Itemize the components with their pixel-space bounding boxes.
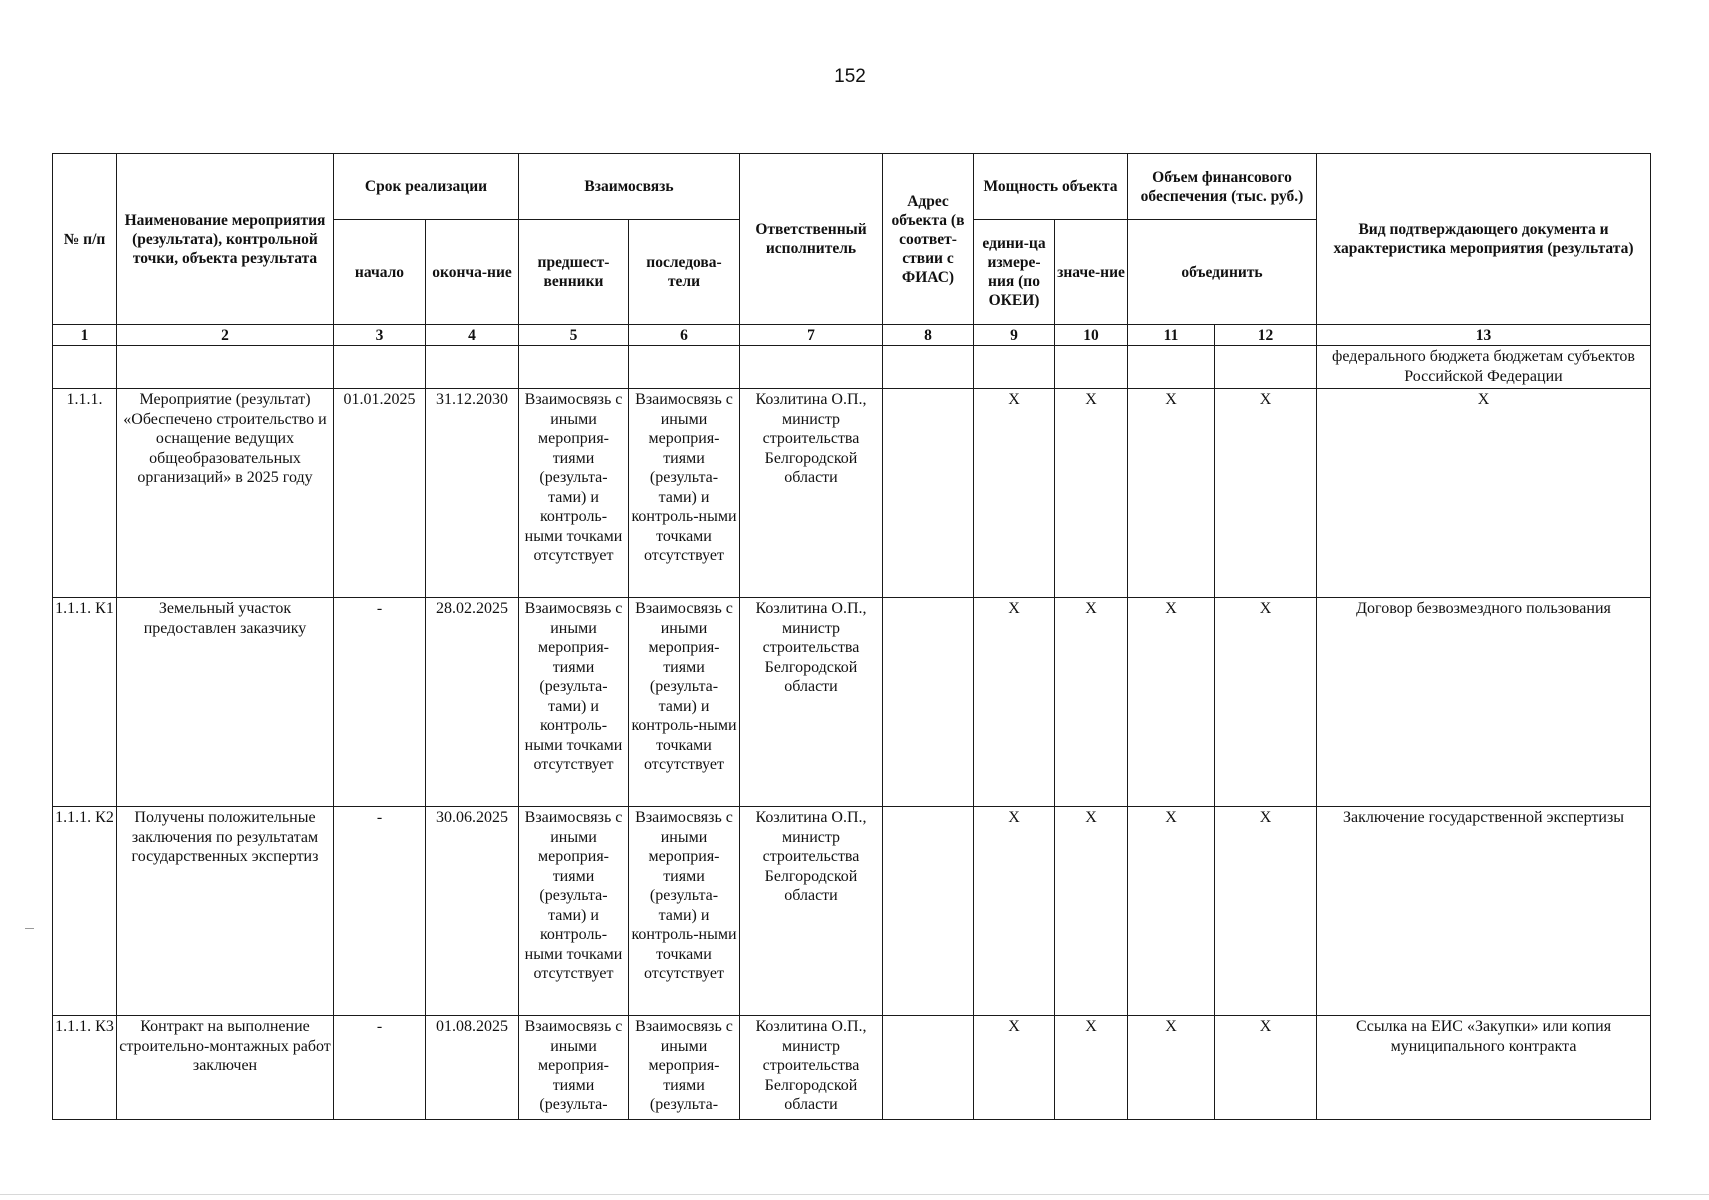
empty-cell	[426, 346, 519, 389]
row-finance-11: X	[1128, 1016, 1215, 1120]
row-value: X	[1055, 598, 1128, 807]
row-responsible: Козлитина О.П., министр строительства Белгородской области	[740, 807, 883, 1016]
empty-cell	[1128, 346, 1215, 389]
empty-cell	[519, 346, 629, 389]
row-doc: Ссылка на ЕИС «Закупки» или копия муниципального контракта	[1317, 1016, 1651, 1120]
header-num: № п/п	[53, 154, 117, 325]
row-prev: Взаимосвязь с иными мероприя-тиями (результа-тами) и контроль-ными точками отсутствует	[519, 598, 629, 807]
row-start: -	[334, 807, 426, 1016]
row-end: 31.12.2030	[426, 389, 519, 598]
empty-cell	[974, 346, 1055, 389]
row-start: -	[334, 598, 426, 807]
margin-mark	[25, 928, 34, 929]
row-start: 01.01.2025	[334, 389, 426, 598]
row-prev: Взаимосвязь с иными мероприя-тиями (результа-тами) и контроль-ными точками отсутствует	[519, 807, 629, 1016]
row-responsible: Козлитина О.П., министр строительства Белгородской области	[740, 1016, 883, 1120]
header-doc-type: Вид подтверждающего документа и характеристика мероприятия (результата)	[1317, 154, 1651, 325]
column-number: 12	[1215, 325, 1317, 346]
row-number: 1.1.1. К1	[53, 598, 117, 807]
row-number: 1.1.1. К3	[53, 1016, 117, 1120]
table-row	[53, 1016, 1651, 1120]
row-prev: Взаимосвязь с иными мероприя-тиями (результа-	[519, 1016, 629, 1120]
column-number: 7	[740, 325, 883, 346]
page-number: 152	[834, 66, 866, 87]
header-term-start: начало	[334, 220, 426, 325]
row-unit: X	[974, 807, 1055, 1016]
row-name: Получены положительные заключения по результатам государственных экспертиз	[117, 807, 334, 1016]
row-finance-12: X	[1215, 389, 1317, 598]
header-capacity-unit: едини-ца измере-ния (по ОКЕИ)	[974, 220, 1055, 325]
header-link: Взаимосвязь	[519, 154, 740, 220]
header-term: Срок реализации	[334, 154, 519, 220]
empty-cell	[53, 346, 117, 389]
header-address: Адрес объекта (в соответ-ствии с ФИАС)	[883, 154, 974, 325]
empty-cell	[1215, 346, 1317, 389]
row-finance-12: X	[1215, 598, 1317, 807]
header-finance: Объем финансового обеспечения (тыс. руб.)	[1128, 154, 1317, 220]
header-finance-merge: объединить	[1128, 220, 1317, 325]
row-address	[883, 807, 974, 1016]
row-value: X	[1055, 807, 1128, 1016]
row-finance-11: X	[1128, 389, 1215, 598]
row-unit: X	[974, 1016, 1055, 1120]
empty-cell	[1055, 346, 1128, 389]
row-doc: X	[1317, 389, 1651, 598]
row-unit: X	[974, 598, 1055, 807]
column-number: 6	[629, 325, 740, 346]
column-number: 13	[1317, 325, 1651, 346]
row-doc: Договор безвозмездного пользования	[1317, 598, 1651, 807]
row-name: Земельный участок предоставлен заказчику	[117, 598, 334, 807]
row-responsible: Козлитина О.П., министр строительства Белгородской области	[740, 598, 883, 807]
row-next: Взаимосвязь с иными мероприя-тиями (результа-тами) и контроль-ными точками отсутствует	[629, 389, 740, 598]
empty-cell	[117, 346, 334, 389]
header-link-next: последова-тели	[629, 220, 740, 325]
continuation-row	[53, 346, 1651, 389]
row-prev: Взаимосвязь с иными мероприя-тиями (результа-тами) и контроль-ными точками отсутствует	[519, 389, 629, 598]
table-row	[53, 598, 1651, 807]
continuation-text: федерального бюджета бюджетам субъектов Российской Федерации	[1317, 346, 1651, 389]
header-name: Наименование мероприятия (результата), контрольной точки, объекта результата	[117, 154, 334, 325]
column-number: 9	[974, 325, 1055, 346]
empty-cell	[740, 346, 883, 389]
row-finance-12: X	[1215, 1016, 1317, 1120]
header-link-prev: предшест-венники	[519, 220, 629, 325]
header-responsible: Ответственный исполнитель	[740, 154, 883, 325]
row-number: 1.1.1.	[53, 389, 117, 598]
row-value: X	[1055, 1016, 1128, 1120]
column-number: 10	[1055, 325, 1128, 346]
empty-cell	[334, 346, 426, 389]
row-finance-11: X	[1128, 807, 1215, 1016]
row-end: 01.08.2025	[426, 1016, 519, 1120]
column-number: 11	[1128, 325, 1215, 346]
schedule-table	[52, 153, 1651, 1120]
row-unit: X	[974, 389, 1055, 598]
scan-edge-line	[0, 1194, 1709, 1195]
row-finance-11: X	[1128, 598, 1215, 807]
row-address	[883, 598, 974, 807]
row-doc: Заключение государственной экспертизы	[1317, 807, 1651, 1016]
column-number: 4	[426, 325, 519, 346]
column-number: 3	[334, 325, 426, 346]
row-address	[883, 1016, 974, 1120]
header-capacity: Мощность объекта	[974, 154, 1128, 220]
table-row	[53, 807, 1651, 1016]
row-end: 28.02.2025	[426, 598, 519, 807]
row-next: Взаимосвязь с иными мероприя-тиями (результа-	[629, 1016, 740, 1120]
column-number: 5	[519, 325, 629, 346]
column-number: 1	[53, 325, 117, 346]
column-number: 2	[117, 325, 334, 346]
row-next: Взаимосвязь с иными мероприя-тиями (результа-тами) и контроль-ными точками отсутствует	[629, 598, 740, 807]
row-number: 1.1.1. К2	[53, 807, 117, 1016]
row-address	[883, 389, 974, 598]
column-number: 8	[883, 325, 974, 346]
table-row	[53, 389, 1651, 598]
header-capacity-value: значе-ние	[1055, 220, 1128, 325]
header-term-end: оконча-ние	[426, 220, 519, 325]
empty-cell	[883, 346, 974, 389]
row-name: Мероприятие (результат) «Обеспечено строительство и оснащение ведущих общеобразовательных организаций» в 2025 году	[117, 389, 334, 598]
row-end: 30.06.2025	[426, 807, 519, 1016]
row-start: -	[334, 1016, 426, 1120]
row-next: Взаимосвязь с иными мероприя-тиями (результа-тами) и контроль-ными точками отсутствует	[629, 807, 740, 1016]
row-responsible: Козлитина О.П., министр строительства Белгородской области	[740, 389, 883, 598]
row-name: Контракт на выполнение строительно-монтажных работ заключен	[117, 1016, 334, 1120]
empty-cell	[629, 346, 740, 389]
row-finance-12: X	[1215, 807, 1317, 1016]
row-value: X	[1055, 389, 1128, 598]
